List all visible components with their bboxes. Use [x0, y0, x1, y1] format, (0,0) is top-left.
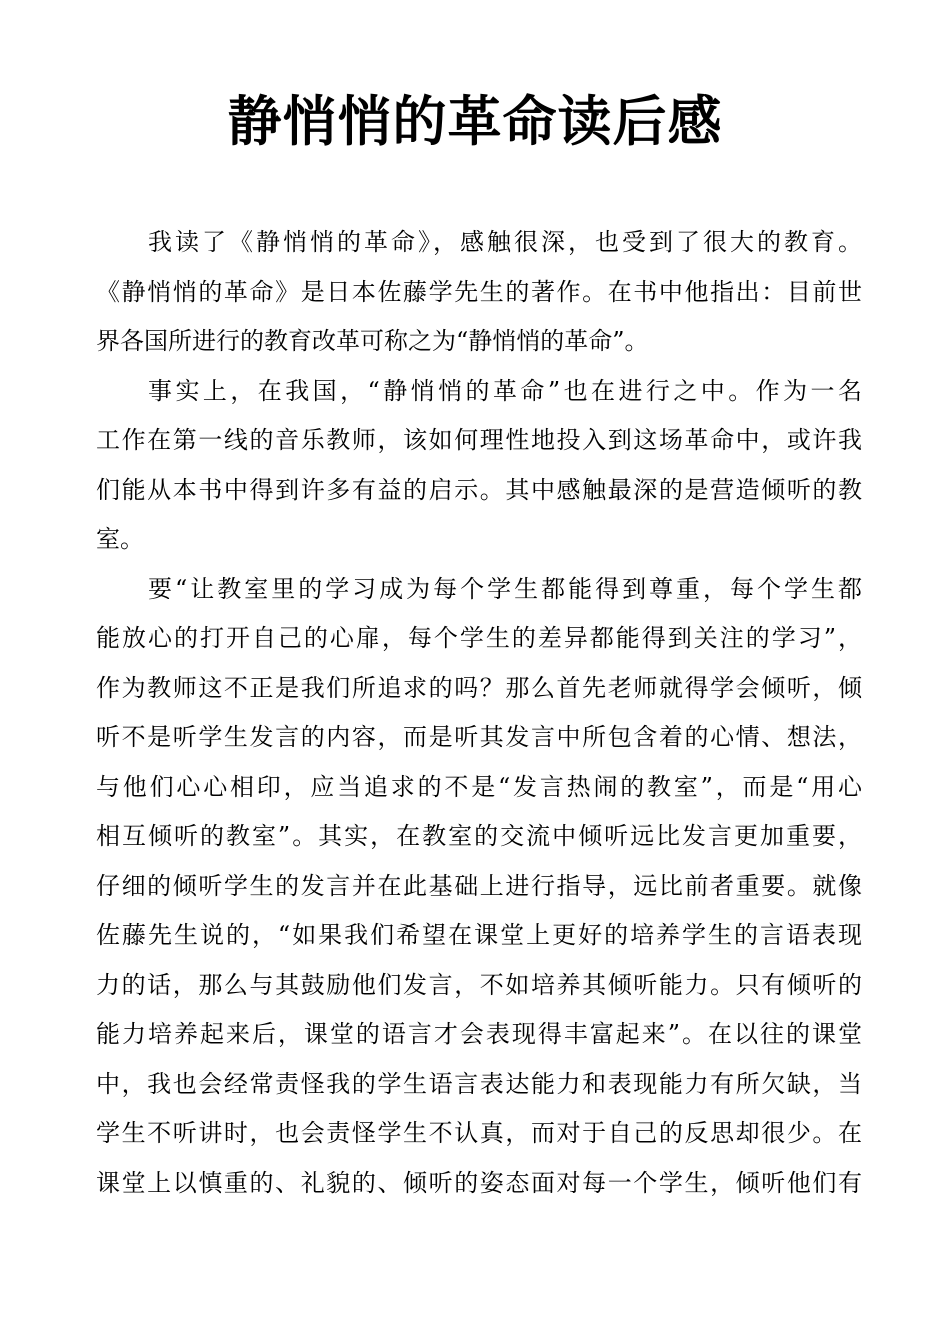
document-title: 静悄悄的革命读后感 — [227, 90, 723, 153]
paragraph-line: 学生不听讲时，也会责怪学生不认真，而对于自己的反思却很少。在 — [96, 1119, 862, 1147]
paragraph-line: 我读了《静悄悄的革命》，感触很深，也受到了很大的教育。 — [148, 228, 862, 256]
paragraph-line: 室。 — [96, 525, 144, 553]
paragraph-line: 《静悄悄的革命》是日本佐藤学先生的著作。在书中他指出：目前世 — [96, 277, 862, 306]
paragraph-line: 们能从本书中得到许多有益的启示。其中感触最深的是营造倾听的教 — [96, 475, 862, 504]
paragraph-line: 听不是听学生发言的内容，而是听其发言中所包含着的心情、想法， — [96, 723, 862, 751]
paragraph-1 — [96, 218, 862, 367]
paragraph-line: 仔细的倾听学生的发言并在此基础上进行指导，远比前者重要。就像 — [96, 871, 862, 900]
paragraph-line: 要“让教室里的学习成为每个学生都能得到尊重，每个学生都 — [148, 574, 862, 603]
paragraph-line: 工作在第一线的音乐教师，该如何理性地投入到这场革命中，或许我 — [96, 426, 862, 454]
paragraph-line: 相互倾听的教室”。其实，在教室的交流中倾听远比发言更加重要， — [96, 822, 862, 850]
paragraph-line: 课堂上以慎重的、礼貌的、倾听的姿态面对每一个学生，倾听他们有 — [96, 1168, 862, 1197]
document-body — [96, 218, 862, 1208]
paragraph-line: 事实上，在我国，“静悄悄的革命”也在进行之中。作为一名 — [148, 376, 862, 405]
paragraph-2 — [96, 367, 862, 565]
paragraph-line: 能力培养起来后，课堂的语言才会表现得丰富起来”。在以往的课堂 — [96, 1020, 862, 1048]
paragraph-line: 力的话，那么与其鼓励他们发言，不如培养其倾听能力。只有倾听的 — [96, 970, 862, 999]
paragraph-line: 佐藤先生说的，“如果我们希望在课堂上更好的培养学生的言语表现 — [96, 921, 862, 949]
paragraph-line: 作为教师这不正是我们所追求的吗？那么首先老师就得学会倾听，倾 — [96, 673, 862, 702]
paragraph-line: 与他们心心相印，应当追求的不是“发言热闹的教室”，而是“用心 — [96, 772, 862, 801]
paragraph-3 — [96, 565, 862, 1209]
paragraph-line: 能放心的打开自己的心扉，每个学生的差异都能得到关注的学习”， — [96, 624, 862, 652]
paragraph-line: 界各国所进行的教育改革可称之为“静悄悄的革命”。 — [96, 327, 649, 355]
paragraph-line: 中，我也会经常责怪我的学生语言表达能力和表现能力有所欠缺，当 — [96, 1069, 862, 1098]
